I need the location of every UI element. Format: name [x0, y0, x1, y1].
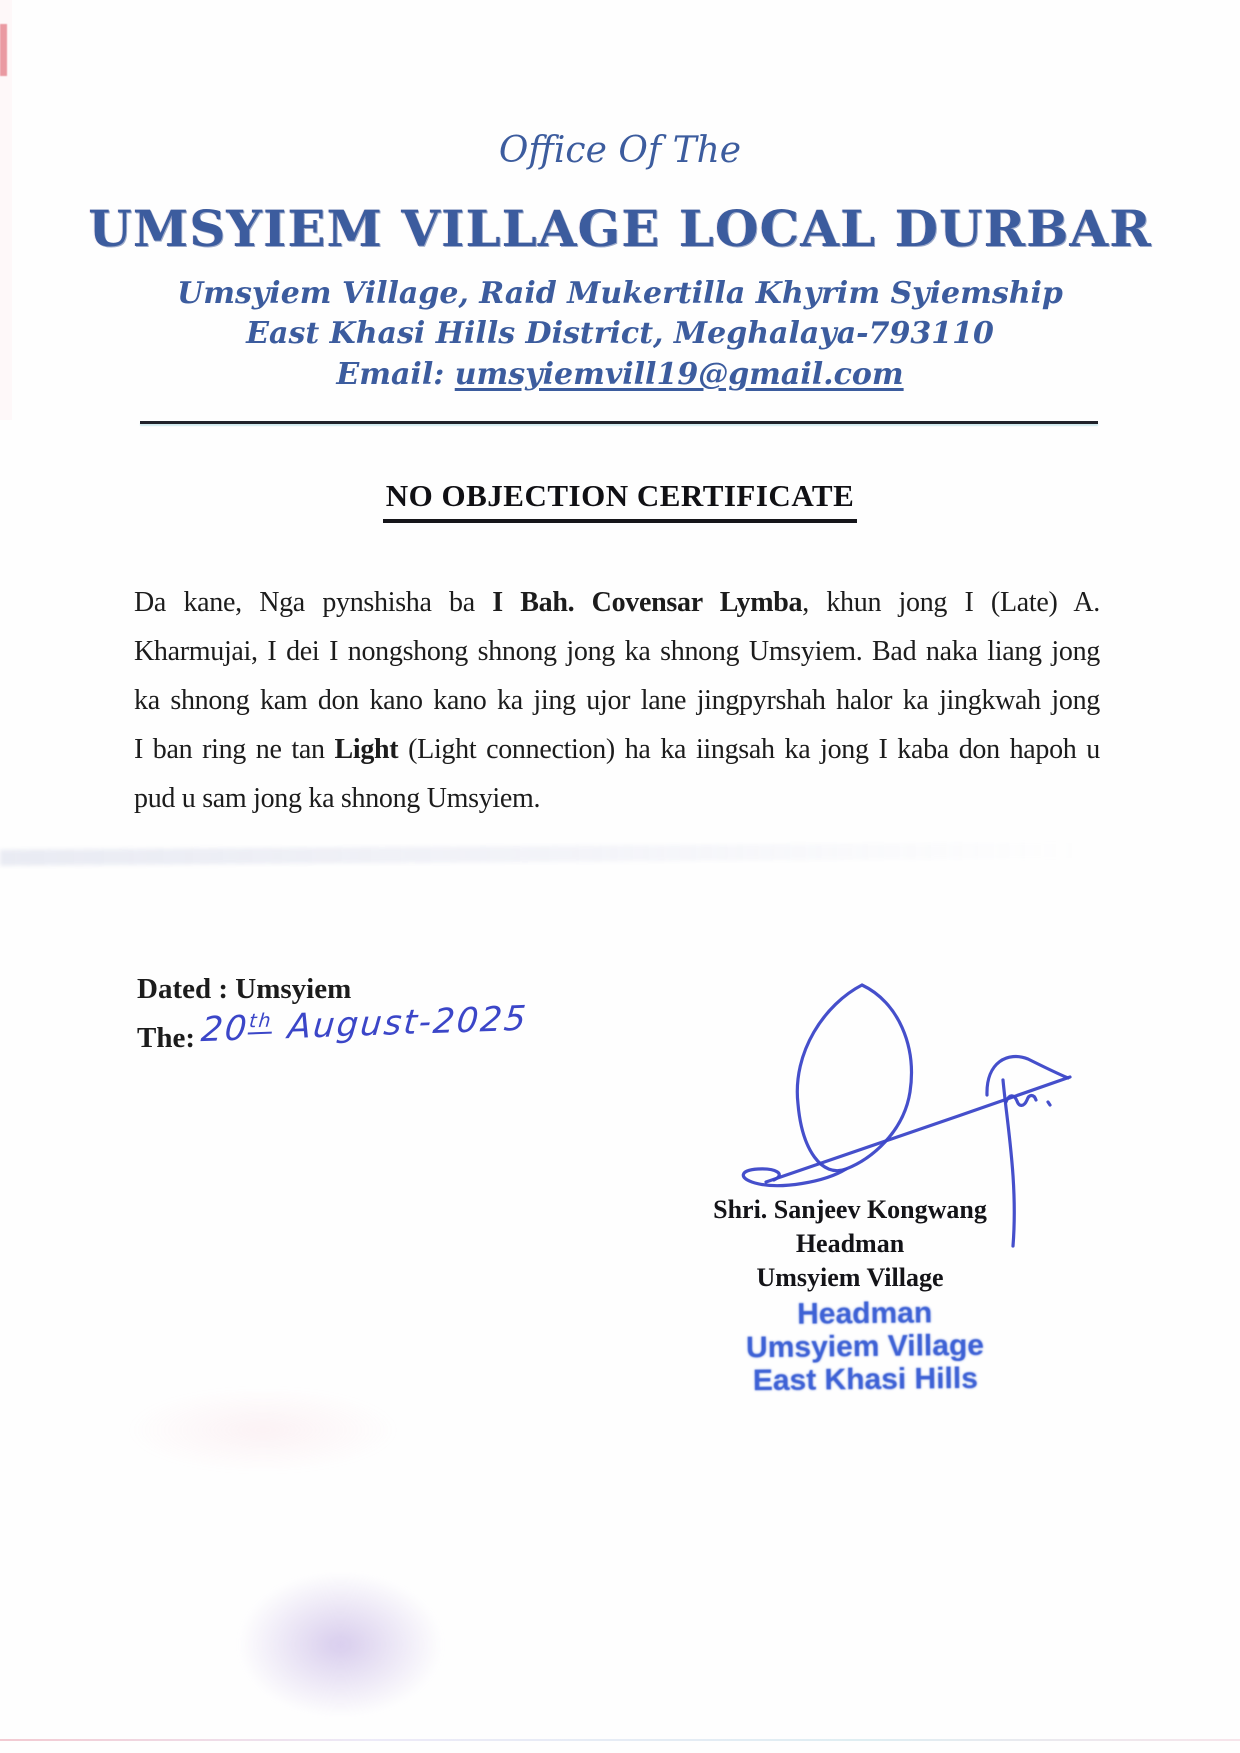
dated-place-label: Dated : Umsyiem: [137, 973, 352, 1005]
document-title: NO OBJECTION CERTIFICATE: [383, 478, 858, 523]
letterhead-divider: [140, 421, 1098, 424]
body-line: Da kane, Nga pynshisha ba I Bah. Covensar Lymba, khun jong I (Late) A.: [134, 587, 1100, 618]
signatory-block: [660, 1193, 1040, 1295]
letterhead-address-line1: Umsyiem Village, Raid Mukertilla Khyrim Syiemship: [177, 276, 1063, 311]
handwritten-day: 20: [199, 1008, 251, 1051]
body-line: pud u sam jong ka shnong Umsyiem.: [134, 783, 541, 814]
body-line: I ban ring ne tan Light (Light connection) ha ka iingsah ka jong I kaba don hapoh u: [134, 734, 1100, 765]
scan-artifact-pink-blob: [128, 1388, 398, 1472]
handwritten-ordinal: th: [248, 1009, 274, 1034]
scan-artifact-red-streak: [0, 24, 7, 76]
signatory-place: Umsyiem Village: [756, 1263, 944, 1292]
stamp-line1: Headman: [796, 1296, 933, 1331]
body-line: ka shnong kam don kano kano ka jing ujor lane jingpyrshah halor ka jingkwah jong: [134, 685, 1100, 716]
letterhead-org-name: UMSYIEM VILLAGE LOCAL DURBAR: [88, 199, 1152, 258]
handwritten-month-year: August-2025: [286, 998, 530, 1048]
stamp-line3: East Khasi Hills: [752, 1361, 979, 1398]
email-label: Email:: [336, 357, 455, 392]
document-title-wrap: [0, 478, 1240, 523]
signatory-name: Shri. Sanjeev Kongwang: [713, 1195, 987, 1224]
handwritten-date: [199, 999, 529, 1051]
letterhead-email-line: [0, 357, 1240, 392]
email-address: umsyiemvill19@gmail.com: [454, 357, 904, 392]
rubber-stamp: [689, 1295, 1040, 1398]
scan-artifact-lavender-blob: [238, 1572, 443, 1717]
signatory-title: Headman: [795, 1229, 905, 1258]
body-line: Kharmujai, I dei I nongshong shnong jong ka shnong Umsyiem. Bad naka liang jong: [134, 636, 1100, 667]
scan-artifact-bottom-edge: [0, 1739, 1240, 1741]
letterhead-office-line: Office Of The: [498, 130, 742, 171]
stamp-line2: Umsyiem Village: [745, 1328, 985, 1365]
letterhead-address-line2: East Khasi Hills District, Meghalaya-793110: [246, 316, 994, 351]
date-the-label: The:: [137, 1022, 195, 1054]
